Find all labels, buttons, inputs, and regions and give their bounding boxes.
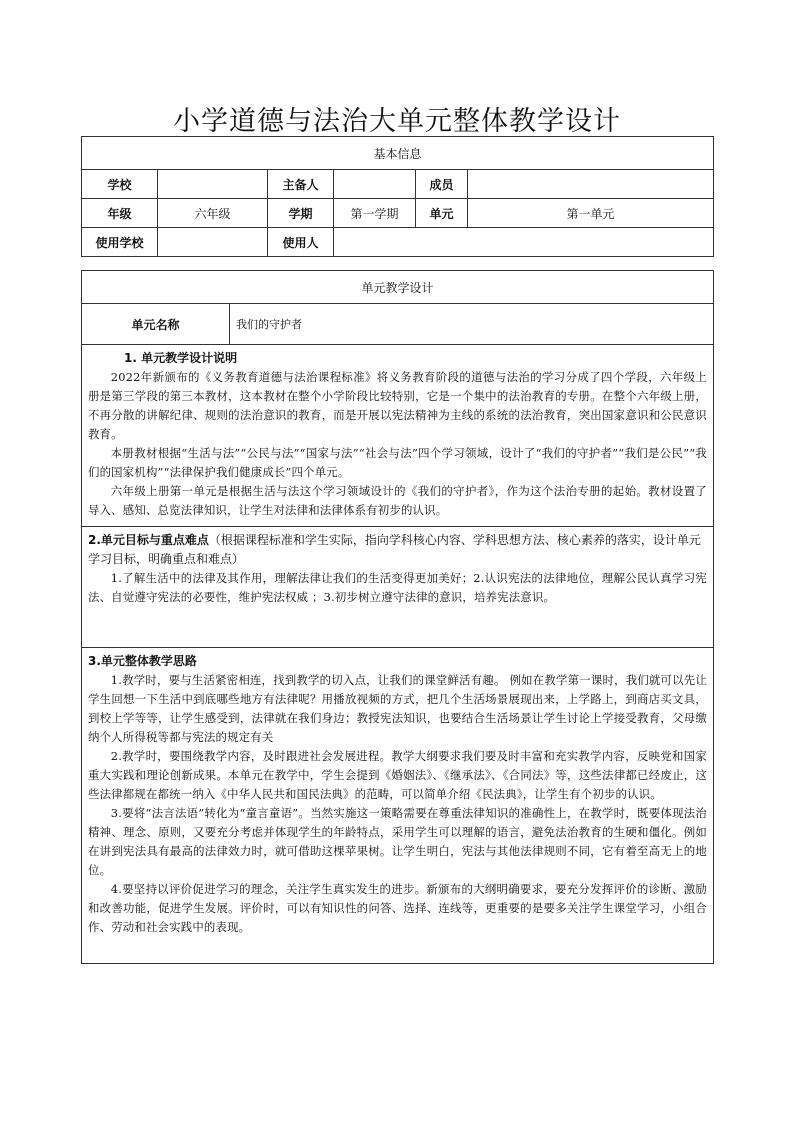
section1-paragraph-1: 2022年新颁布的《义务教育道德与法治课程标准》将义务教育阶段的道德与法治的学习分成了四个学段，六年级上册是第三学段的第三本教材，这本教材在整个小学阶段比较特别，它是一个集中的法治教育的专册。在整个六年级上册，不再分散的讲解纪律、规则的法治意识的教育，而是开展以宪法精神为主线的系统的法治教育，突出国家意识和公民意识教育。 bbox=[88, 370, 708, 441]
section2-heading-note: （根据课程标准和学生实际，指向学科核心内容、学科思想方法、核心素养的落实，设计单元学习目标，明确重点和难点） bbox=[88, 533, 701, 566]
unit-name-field[interactable]: 我们的守护者 bbox=[230, 304, 714, 345]
unit-design-header: 单元教学设计 bbox=[82, 271, 714, 304]
section-design-description bbox=[82, 345, 714, 527]
member-field[interactable] bbox=[468, 170, 714, 199]
section-teaching-approach bbox=[82, 648, 714, 964]
section3-paragraph-3: 3.要将“法言法语”转化为“童言童语”。当然实施这一策略需要在尊重法律知识的准确性上，在教学时，既要体现法治精神、理念、原则，又要充分考虑并体现学生的年龄特点，采用学生可以理解的语言，避免法治教育的生硬和僵化。例如在讲到宪法具有最高的法律效力时，就可借助这棵苹果树。让学生明白，宪法与其他法律规则不同，它有着至高无上的地位。 bbox=[88, 806, 708, 877]
section3-paragraph-1: 1.教学时，要与生活紧密相连，找到教学的切入点，让我们的课堂鲜活有趣。 例如在教学第一课时，我们就可以先让学生回想一下生活中到底哪些地方有法律呢？用播放视频的方式，把几个生活场景展现出来，上学路上，到商店买文具，到校上学等等，让学生感受到，法律就在我们身边；教授宪法知识，也要结合生活场景让学生讨论上学接受教育，父母缴纳个人所得税等都与宪法的规定有关 bbox=[88, 673, 708, 744]
section1-paragraph-3: 六年级上册第一单元是根据生活与法这个学习领域设计的《我们的守护者》，作为这个法治专册的起始。教材设置了导入、感知、总览法律知识，让学生对法律和法律体系有初步的认识。 bbox=[88, 484, 708, 517]
section3-paragraph-2: 2.教学时，要围绕教学内容，及时跟进社会发展进程。教学大纲要求我们要及时丰富和充实教学内容，反映党和国家重大实践和理论创新成果。本单元在教学中，学生会提到《婚姻法》、《继承法》、《合同法》等，这些法律都已经废止，这些法律都规在都统一纳入《中华人民共和国民法典》的范畴，可以简单介绍《民法典》，让学生有个初步的认识。 bbox=[88, 749, 708, 801]
section1-paragraph-2: 本册教材根据“生活与法”“公民与法”“国家与法”“社会与法”四个学习领域，设计了“我们的守护者”“我们是公民”“我们的国家机构”“法律保护我们健康成长”四个单元。 bbox=[88, 446, 708, 479]
unit-field[interactable]: 第一单元 bbox=[468, 199, 714, 228]
using-school-field[interactable] bbox=[158, 228, 268, 257]
section3-paragraph-4: 4.要坚持以评价促进学习的理念，关注学生真实发生的进步。新颁布的大纲明确要求，要充分发挥评价的诊断、激励和改善功能，促进学生发展。评价时，可以有知识性的问答、选择、连线等，更重要的是要多关注学生课堂学习，小组合作、劳动和社会实践中的表现。 bbox=[88, 882, 708, 934]
section1-heading: 1. 单元教学设计说明 bbox=[124, 351, 238, 365]
school-label: 学校 bbox=[82, 170, 158, 199]
section3-heading: 3.单元整体教学思路 bbox=[88, 654, 197, 668]
member-label: 成员 bbox=[416, 170, 468, 199]
lead-teacher-label: 主备人 bbox=[268, 170, 334, 199]
section-goals bbox=[82, 527, 714, 648]
grade-field[interactable]: 六年级 bbox=[158, 199, 268, 228]
using-school-label: 使用学校 bbox=[82, 228, 158, 257]
unit-design-table bbox=[81, 270, 714, 964]
unit-label: 单元 bbox=[416, 199, 468, 228]
user-label: 使用人 bbox=[268, 228, 334, 257]
page-title: 小学道德与法治大单元整体教学设计 bbox=[173, 106, 621, 137]
user-field[interactable] bbox=[334, 228, 714, 257]
term-label: 学期 bbox=[268, 199, 334, 228]
section2-heading bbox=[88, 531, 707, 569]
unit-name-label: 单元名称 bbox=[82, 304, 230, 345]
term-field[interactable]: 第一学期 bbox=[334, 199, 416, 228]
section2-paragraph-1: 1.了解生活中的法律及其作用，理解法律让我们的生活变得更加美好；2.认识宪法的法律地位，理解公民认真学习宪法、自觉遵守宪法的必要性，维护宪法权威 ；3.初步树立遵守法律的意识，培养宪法意识。 bbox=[88, 571, 708, 604]
basic-info-header: 基本信息 bbox=[82, 137, 714, 170]
school-field[interactable] bbox=[158, 170, 268, 199]
basic-info-table bbox=[81, 136, 714, 257]
section2-heading-title: 2.单元目标与重点难点 bbox=[88, 533, 209, 547]
lead-teacher-field[interactable] bbox=[334, 170, 416, 199]
grade-label: 年级 bbox=[82, 199, 158, 228]
